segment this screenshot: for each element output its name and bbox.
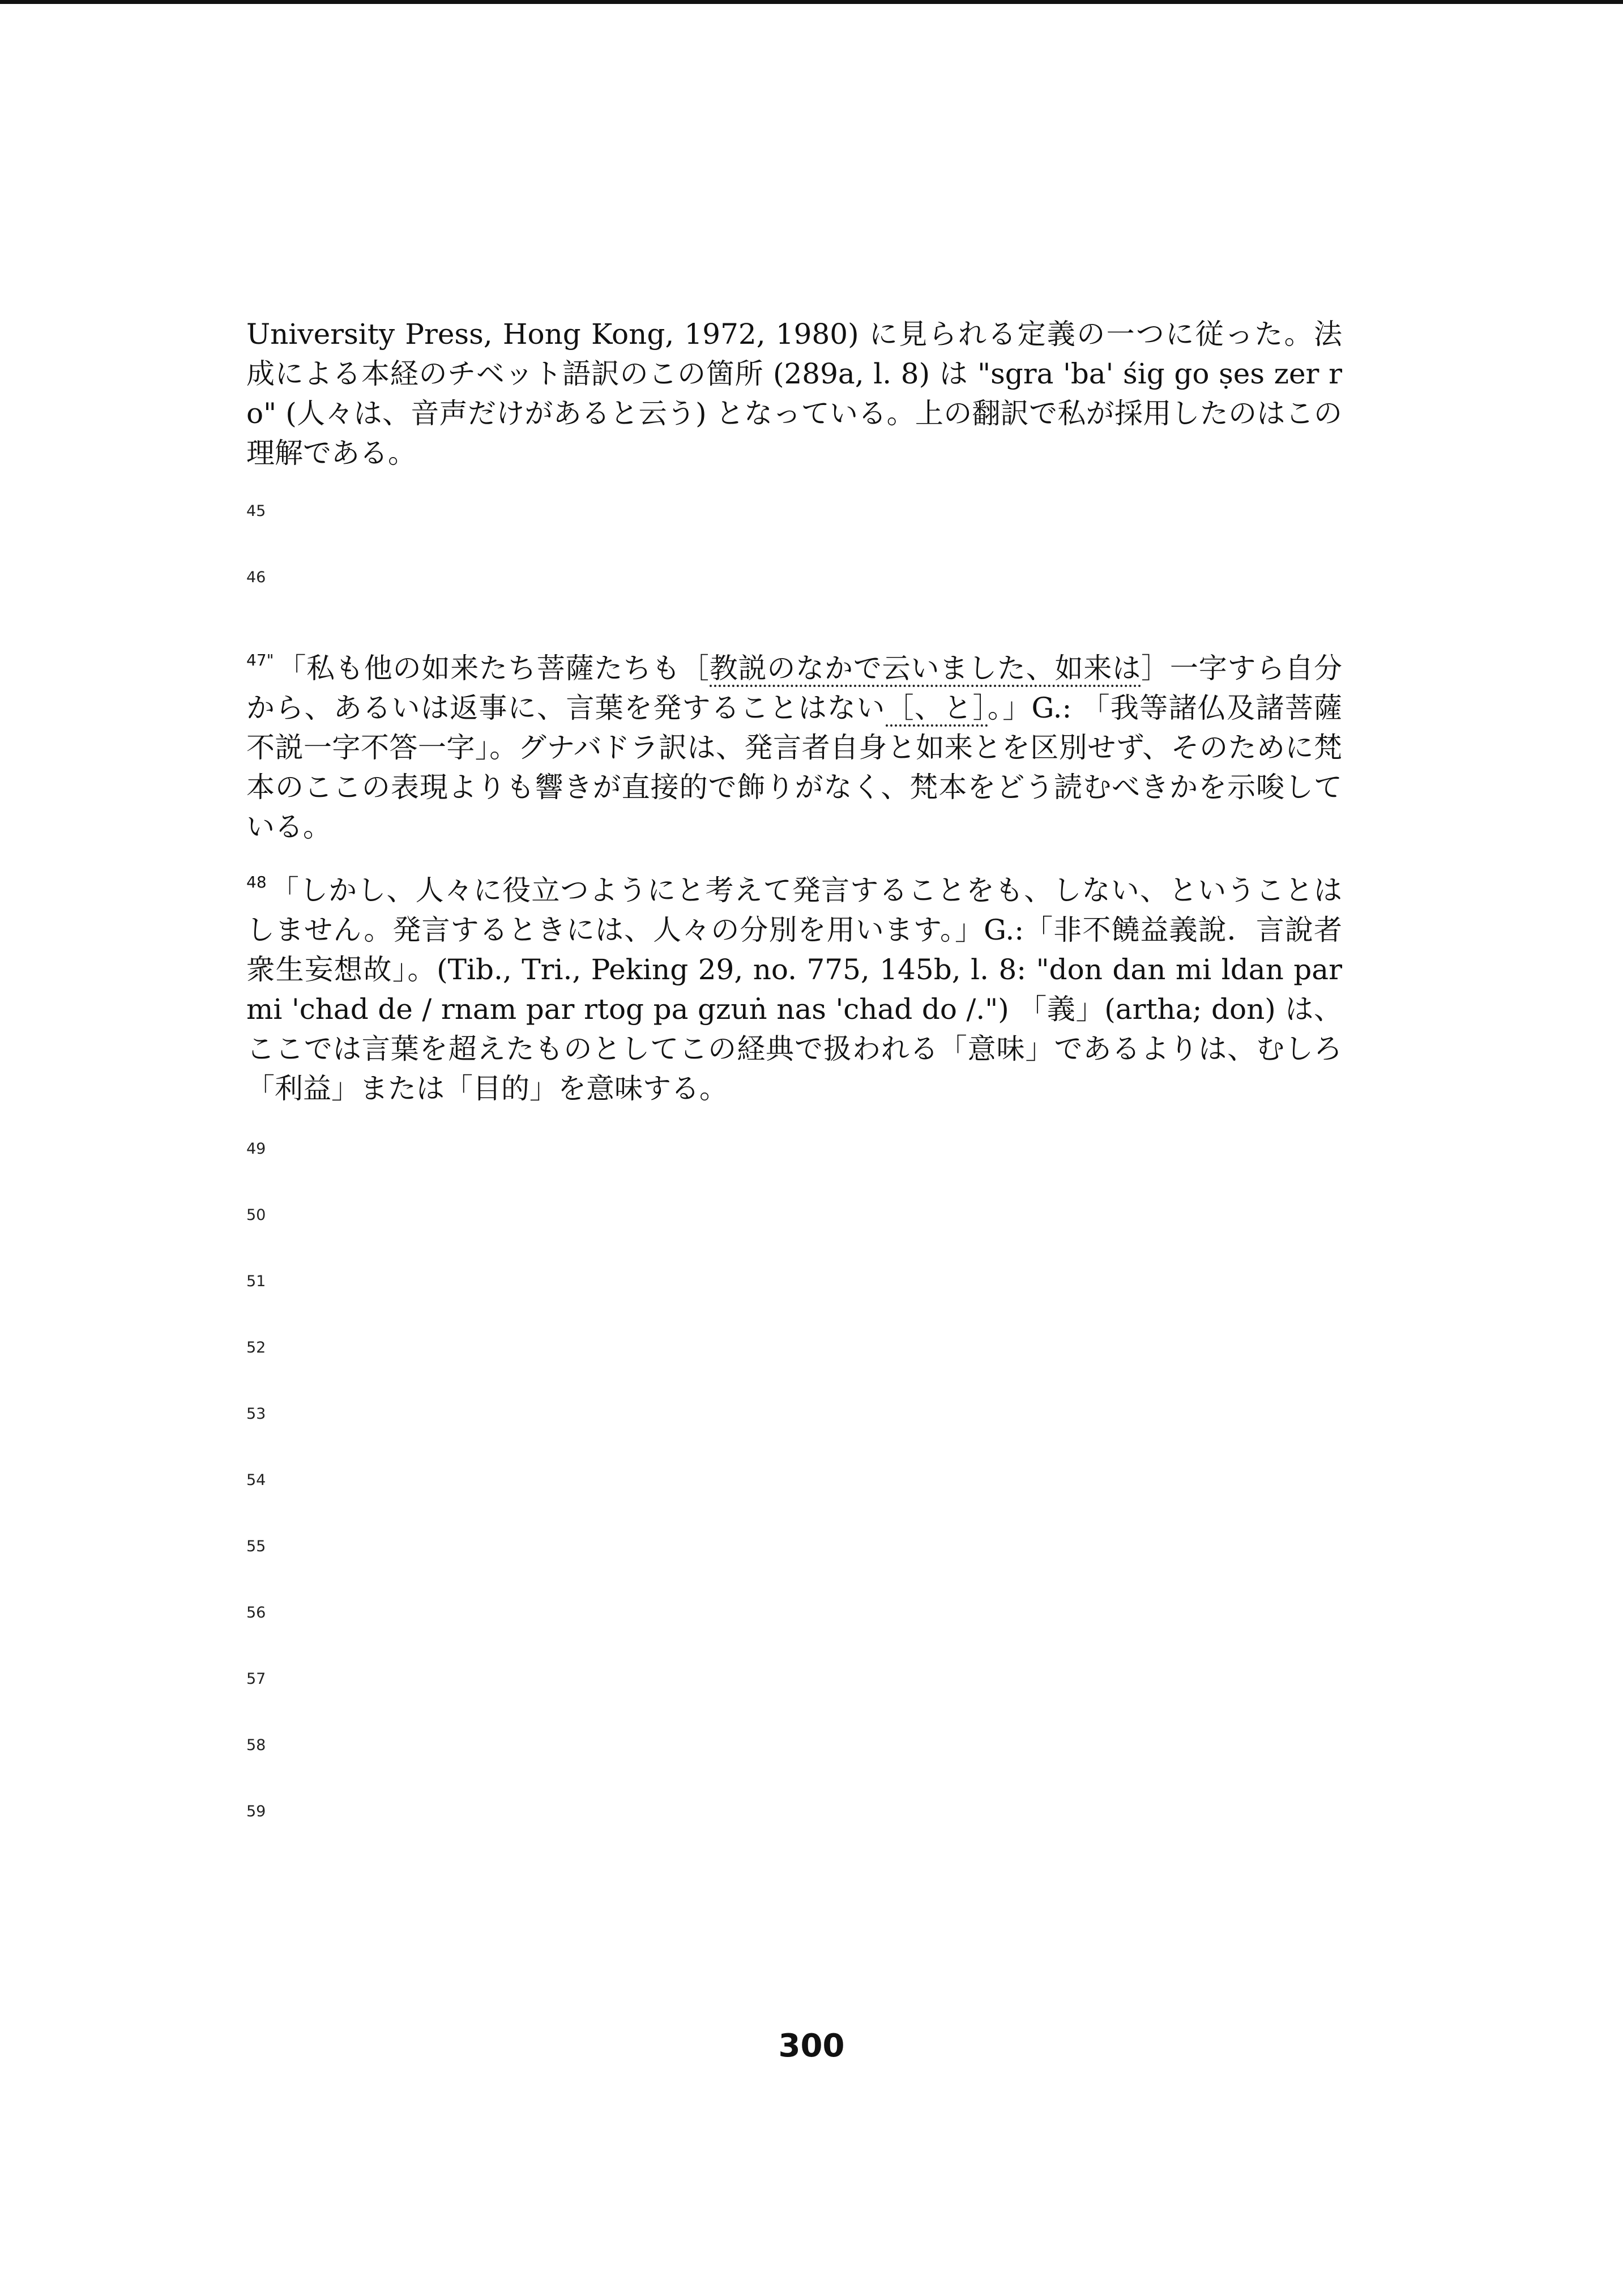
dotted-insertion: 教説のなかで云いました、如来は	[710, 652, 1141, 687]
spacer	[246, 1108, 1342, 1138]
spacer	[246, 633, 1342, 641]
footnote-54: 54	[246, 1471, 266, 1489]
footnote-52: 52	[246, 1339, 266, 1356]
footnote-text: 「私も他の如来たち菩薩たちも［	[277, 652, 710, 685]
footnote-58: 58	[246, 1736, 266, 1754]
footnote-47	[246, 641, 1342, 847]
footnote-number: 48	[246, 873, 267, 891]
page-number: 300	[778, 2028, 845, 2064]
footnote-53: 53	[246, 1405, 266, 1423]
footnote-48	[246, 863, 1342, 1108]
footnote-number: 47"	[246, 651, 274, 669]
footnote-50: 50	[246, 1206, 266, 1224]
spacer	[246, 473, 1342, 500]
intro-paragraph: University Press, Hong Kong, 1972, 1980) に見られる定義の一つに従った。法成による本経のチベット語訳のこの箇所 (289a, l. 8) は "sgra 'ba' śig go ṣes zer ro" (人々は、音声だけがあると云う) となっている。上の翻訳で私が採用したのはこの理解である。	[246, 318, 1342, 470]
footnote-59: 59	[246, 1803, 266, 1820]
footnote-text: ］一字すら自分から、あるいは返事に、言葉を発することはない	[246, 652, 1343, 724]
spacer	[246, 847, 1342, 863]
footnote-46: 46	[246, 569, 266, 586]
scan-edge	[0, 0, 1623, 4]
footnote-text: 。」G.: 「我等諸仏及諸菩薩不説一字不答一字」。グナバドラ訳は、発言者自身と如来とを区別せず、そのために梵本のここの表現よりも響きが直接的で飾りがなく、梵本をどう読むべきかを示唆している。	[246, 692, 1343, 843]
dotted-insertion: ［、と］	[886, 692, 988, 727]
page-body	[246, 314, 1342, 1867]
footnote-55: 55	[246, 1538, 266, 1555]
footnote-49: 49	[246, 1140, 266, 1158]
footnote-51: 51	[246, 1273, 266, 1290]
footnote-45: 45	[246, 502, 266, 520]
footnote-57: 57	[246, 1670, 266, 1688]
footnote-56: 56	[246, 1604, 266, 1621]
footnote-text: 「しかし、人々に役立つようにと考えて発言することをも、しない、ということはしません。発言するときには、人々の分別を用います。」G.:「非不饒益義說．言說者衆生妄想故」。(Tib., Tri., Peking 29, no. 775, 145b, l. 8: "don dan mi ldan par mi 'chad de / rnam par rtog pa gzuṅ nas 'chad do /.") 「義」(artha; don) は、ここでは言葉を超えたものとしてこの経典で扱われる「意味」であるよりは、むしろ「利益」または「目的」を意味する。	[246, 874, 1342, 1105]
